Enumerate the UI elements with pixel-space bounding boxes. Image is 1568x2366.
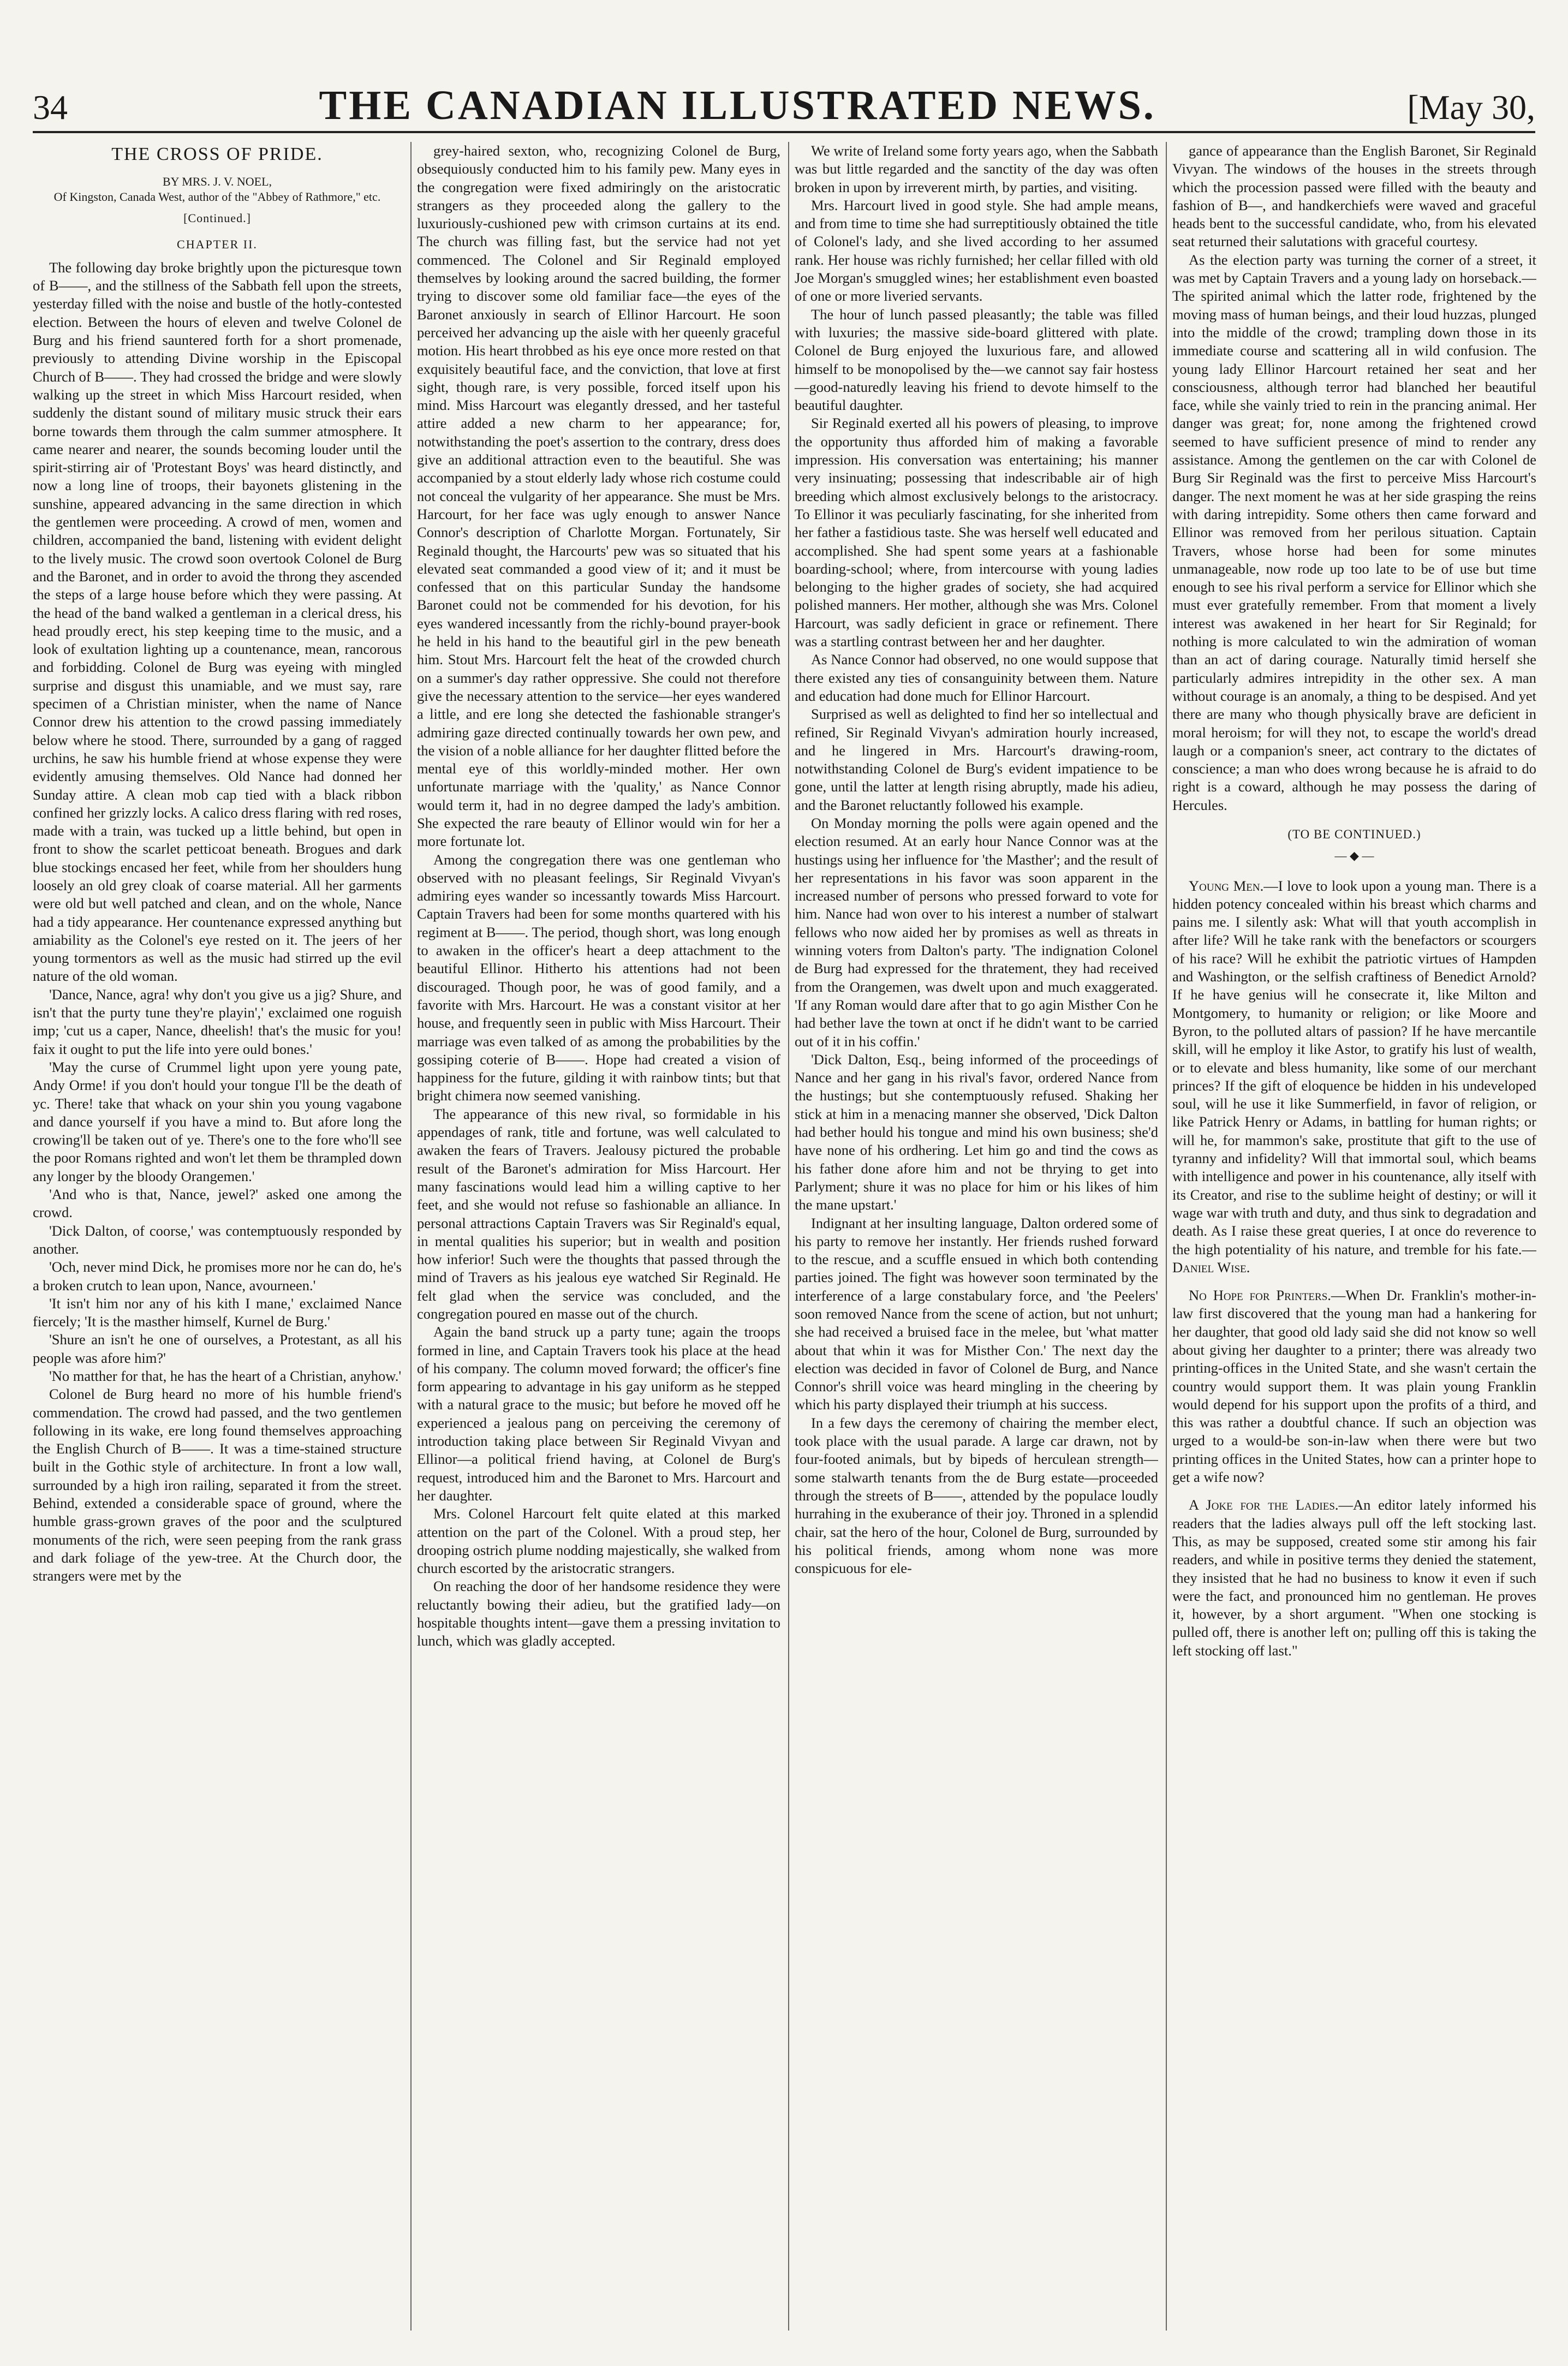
chapter-heading: CHAPTER II. xyxy=(177,237,258,251)
paragraph: The hour of lunch passed pleasantly; the table was filled with luxuries; the massive side-board glittered with plate. Colonel de Burg enjoyed the luxurious fare, and allowed himself to be monopolised by the—we cannot say fair hostess—good-naturedly leaving his friend to devote himself to the beautiful daughter. xyxy=(795,306,1158,414)
paragraph: As the election party was turning the corner of a street, it was met by Captain Travers and a young lady on horseback.—The spirited animal which the latter rode, frightened by the moving mass of human beings, and their loud huzzas, plunged into the middle of the crowd; trampling down those in its immediate course and scattering all in wild confusion. The young lady Ellinor Harcourt retained her seat and her consciousness, although terror had blanched her beautiful face, while she vainly tried to rein in the prancing animal. Her danger was great; for, none among the frightened crowd seemed to have sufficient presence of mind to render any assistance. Among the gentlemen on the car with Colonel de Burg Sir Reginald was the first to perceive Miss Harcourt's danger. The next moment he was at her side grasping the reins with daring intrepidity. Some others then came forward and Ellinor was removed from her perilous situation. Captain Travers, whose horse had been for some minutes unmanageable, now rode up too late to be of use but time enough to see his rival perform a service for Ellinor which she must ever gratefully remember. From that moment a lively interest was awakened in her heart for Sir Reginald; for nothing is more calculated to win the admiration of woman than an act of daring courage. Naturally timid herself she particularly admires intrepidity in the other sex. A man without courage is an anomaly, a thing to be despised. And yet there are many who though physically brave are deficient in moral heroism; for will they not, to escape the world's dread laugh or a companion's sneer, act contrary to the dictates of conscience; a man who does wrong because he is afraid to do right is a coward, although he may possess the daring of Hercules. xyxy=(1172,251,1536,813)
paragraph: 'It isn't him nor any of his kith I mane,' exclaimed Nance fiercely; 'It is the masther himself, Kurnel de Burg.' xyxy=(33,1295,402,1330)
column-2 xyxy=(410,142,780,2331)
article-byline-detail: Of Kingston, Canada West, author of the "Abbey of Rathmore," etc. xyxy=(53,190,381,204)
paragraph: grey-haired sexton, who, recognizing Colonel de Burg, obsequiously conducted him to his family pew. Many eyes in the congregation were fixed admiringly on the aristocratic strangers as they proceeded along the gallery to the luxuriously-cushioned pew with crimson curtains at its end. The church was filling fast, but the service had not yet commenced. The Colonel and Sir Reginald employed themselves by looking around the sacred building, the former trying to discover some old familiar face—the eyes of the Baronet anxiously in search of Ellinor Harcourt. He soon perceived her advancing up the aisle with her queenly graceful motion. His heart throbbed as his eye once more rested on that exquisitely beautiful face, and the conviction, that love at first sight, though rare, is very possible, forced itself upon his mind. Miss Harcourt was elegantly dressed, and her tasteful attire added a new charm to her appearance; for, notwithstanding the poet's assertion to the contrary, dress does give an additional attraction even to the beautiful. She was accompanied by a stout elderly lady whose rich costume could not conceal the vulgarity of her appearance. She must be Mrs. Harcourt, for her face was ugly enough to answer Nance Connor's description of Charlotte Morgan. Fortunately, Sir Reginald thought, the Harcourts' pew was so situated that his elevated seat commanded a good view of it; and it must be confessed that on this particular Sunday the handsome Baronet could not be commended for his devotion, for his eyes wandered incessantly from the richly-bound prayer-book he held in his hand to the beautiful girl in the pew beneath him. Stout Mrs. Harcourt felt the heat of the crowded church on a summer's day rather oppressive. She could not therefore give the necessary attention to the service—her eyes wandered a little, and ere long she detected the fashionable stranger's admiring gaze directed continually towards her own pew, and the vision of a noble alliance for her daughter flitted before the mental eye of this worldly-minded mother. Her own unfortunate marriage with the 'quality,' as Nance Connor would term it, had in no degree damped the lady's ambition. She expected the rare beauty of Ellinor would win for her a more fortunate lot. xyxy=(417,142,780,850)
column-4-body xyxy=(1172,142,1536,814)
paragraph: The following day broke brightly upon the picturesque town of B——, and the stillness of the Sabbath fell upon the streets, yesterday filled with the noise and bustle of the hotly-contested election. Between the hours of eleven and twelve Colonel de Burg and his friend sauntered forth for a short promenade, previously to attending Divine worship in the Episcopal Church of B——. They had crossed the bridge and were slowly walking up the street in which Miss Harcourt resided, when suddenly the distant sound of military music struck their ears borne towards them through the calm summer atmosphere. It came nearer and nearer, the sounds becoming louder until the spirit-stirring air of 'Protestant Boys' was heard distinctly, and now a long line of troops, their bayonets glistening in the sunshine, appeared advancing in the same direction in which the gentlemen were proceeding. A crowd of men, women and children, accompanied the band, listening with evident delight to the lively music. The crowd soon overtook Colonel de Burg and the Baronet, and in order to avoid the throng they ascended the steps of a large house before which they were passing. At the head of the band walked a gentleman in a clerical dress, his head proudly erect, his step keeping time to the music, and a look of exultation lighting up a countenance, mean, rancorous and forbidding. Colonel de Burg was eyeing with mingled surprise and disgust this unamiable, and we must say, rare specimen of a Christian minister, when the name of Nance Connor drew his attention to the crowd passing immediately below where he stood. There, surrounded by a gang of ragged urchins, he saw his humble friend at whose expense they were evidently amusing themselves. Old Nance had donned her Sunday attire. A clean mob cap tied with a black ribbon confined her grizzly locks. A calico dress flaring with red roses, made with a train, was tucked up a little behind, but open in front to show the scarlet petticoat beneath. Brogues and dark blue stockings encased her feet, while from her shoulders hung loosely an old grey cloak of coarse material. All her garments were old but well patched and clean, and on the whole, Nance had a tidy appearance. Her countenance expressed anything but amiability as the Colonel's eye rested on it. The jeers of her young tormentors as well as the music had stirred up the evil nature of the old woman. xyxy=(33,259,402,985)
column-1 xyxy=(33,142,402,2331)
paragraph: 'Shure an isn't he one of ourselves, a Protestant, as all his people was afore him?' xyxy=(33,1331,402,1366)
paragraph: Again the band struck up a party tune; again the troops formed in line, and Captain Travers took his place at the head of his company. The column moved forward; the officer's fine form appearing to advantage in his gay uniform as he stepped with a natural grace to the music; but before he moved off he experienced a jealous pang on perceiving the ceremony of introduction taking place between Sir Reginald Vivyan and Ellinor—a political friend having, at Colonel de Burg's request, introduced him and the Baronet to Mrs. Harcourt and her daughter. xyxy=(417,1324,780,1504)
column-1-body xyxy=(33,259,402,1586)
continued-note: [Continued.] xyxy=(183,211,251,225)
snippet-paragraph xyxy=(1172,1286,1536,1486)
paragraph: In a few days the ceremony of chairing the member elect, took place with the usual parade. A large car drawn, not by four-footed animals, but by bipeds of herculean strength—some stalwarth tenants from the de Burg estate—proceeded through the streets of B——, attended by the populace loudly hurrahing in the exuberance of their joy. Throned in a splendid chair, sat the hero of the hour, Colonel de Burg, surrounded by his political friends, among whom none was more conspicuous for ele- xyxy=(795,1414,1158,1577)
snippet-signature: Daniel Wise. xyxy=(1172,1259,1250,1276)
paragraph: On reaching the door of her handsome residence they were reluctantly bowing their adieu, but the gratified lady—on hospitable thoughts intent—gave them a pressing invitation to lunch, which was gladly accepted. xyxy=(417,1578,780,1649)
paragraph: Surprised as well as delighted to find her so intellectual and refined, Sir Reginald Vivyan's admiration hourly increased, and he lingered in Mrs. Harcourt's drawing-room, notwithstanding Colonel de Burg's evident impatience to be gone, until the latter at length rising abruptly, made his adieu, and the Baronet reluctantly followed his example. xyxy=(795,706,1158,813)
snippet-text: —When Dr. Franklin's mother-in-law first discovered that the young man had a hankering for her daughter, that good old lady said she did not know so well about giving her daughter to a printer; there was already two printing-offices in the United State, and she wasn't certain the country would support them. It was plain young Franklin would depend for his support upon the profits of a third, and this was rather a doubtful chance. If such an objection was urged to a would-be son-in-law when there were but two printing offices in the United States, how can a printer hope to get a wife now? xyxy=(1172,1287,1536,1486)
paragraph: 'Dick Dalton, of coorse,' was contemptuously responded by another. xyxy=(33,1222,402,1257)
paragraph: Indignant at her insulting language, Dalton ordered some of his party to remove her instantly. Her friends rushed forward to the rescue, and a scuffle ensued in which both contending parties joined. The fight was however soon terminated by the interference of a large constabulary force, and 'the Peelers' soon removed Nance from the scene of action, but not unhurt; she had received a bruised face in the melee, but 'what matter about that whin it was for Misther Con.' The next day the election was decided in favor of Colonel de Burg, and Nance Connor's shrill voice was heard mingling in the cheering by which his party displayed their triumph at his success. xyxy=(795,1214,1158,1413)
snippet-paragraph xyxy=(1172,877,1536,1277)
paragraph: gance of appearance than the English Baronet, Sir Reginald Vivyan. The windows of the houses in the streets through which the procession passed were filled with the beauty and fashion of B—, and handkerchiefs were waved and graceful heads bent to the successful candidate, who, from his elevated seat returned their salutations with graceful courtesy. xyxy=(1172,142,1536,250)
to-be-continued: (TO BE CONTINUED.) xyxy=(1287,827,1421,841)
snippet-lead: No Hope for Printers. xyxy=(1189,1287,1331,1304)
masthead xyxy=(33,82,1535,133)
paragraph: 'Dick Dalton, Esq., being informed of the proceedings of Nance and her gang in his rival's favor, ordered Nance from the hustings; but she contemptuously refused. Shaking her stick at him in a menacing manner she observed, 'Dick Dalton had bether hould his tongue and mind his own business; she'd have none of his ordhering. Let him go and tind the cows as his father done afore him and not be thrying to get into Parlyment; shure it was no place for him or his likes of him the mane upstart.' xyxy=(795,1051,1158,1213)
paragraph: 'May the curse of Crummel light upon yere young pate, Andy Orme! if you don't hould your tongue I'll be the death of yc. There! take that whack on your shin you young vagabone and dance yourself if you have a mind to. But afore long the crowing'll be taken out of ye. There's one to the fore who'll see the poor Romans righted and won't let them be thrampled down any longer by the bloody Orangemen.' xyxy=(33,1058,402,1184)
paragraph: As Nance Connor had observed, no one would suppose that there existed any ties of consanguinity between them. Nature and education had done much for Ellinor Harcourt. xyxy=(795,651,1158,704)
paragraph: On Monday morning the polls were again opened and the election resumed. At an early hour Nance Connor was at the hustings using her influence for 'the Masther'; and the result of her representations in his favor was soon apparent in the increased number of persons who pressed forward to vote for him. Nance had won over to his interest a number of stalwart fellows who now aided her by promises as well as threats in winning voters from Dalton's party. 'The indignation Colonel de Burg had expressed for the thratement, they had received from the Orangemen, was dwelt upon and much exaggerated. 'If any Roman would dare after that to go agin Misther Con he had bether lave the town at onct if he didn't want to be carried out of it in his coffin.' xyxy=(795,814,1158,1050)
paragraph: Mrs. Colonel Harcourt felt quite elated at this marked attention on the part of the Colonel. With a proud step, her drooping ostrich plume nodding majestically, she walked from church escorted by the aristocratic strangers. xyxy=(417,1505,780,1577)
column-2-body xyxy=(417,142,780,1650)
paragraph: Among the congregation there was one gentleman who observed with no pleasant feelings, Sir Reginald Vivyan's admiring eyes wander so incessantly towards Miss Harcourt. Captain Travers had been for some months quartered with his regiment at B——. The period, though short, was long enough to awaken in the officer's heart a deep attachment to the beautiful Ellinor. Hitherto his attentions had not been discouraged. Though poor, he was of good family, and a favorite with Mrs. Harcourt. He was a constant visitor at her house, and frequently seen in public with Miss Harcourt. Their marriage was even talked of as among the probabilities by the gossiping coterie of B——. Hope had created a vision of happiness for the future, gilding it with rainbow tints; but that bright chimera now seemed vanishing. xyxy=(417,851,780,1104)
page-number: 34 xyxy=(33,88,68,127)
paragraph: 'And who is that, Nance, jewel?' asked one among the crowd. xyxy=(33,1186,402,1221)
snippet-text: —I love to look upon a young man. There is a hidden potency concealed within his breast which charms and pains me. I silently ask: What will that youth accomplish in after life? Will he take rank with the benefactors or scourgers of his race? Will he exhibit the patriotic virtues of Hampden and Washington, or the selfish craftiness of Benedict Arnold? If he have genius will he consecrate it, like Milton and Montgomery, to humanity or religion; or like Moore and Byron, to the polluted altars of passion? If he have mercantile skill, will he employ it like Astor, to gratify his lust of wealth, or to elevate and bless humanity, like some of our merchant princes? If the gift of eloquence be hidden in his undeveloped soul, will he use it like Summerfield, in favor of religion, or like Patrick Henry or Adams, in battling for human rights; or will he, for mammon's sake, prostitute that gift to the use of tyranny and infidelity? Will that immortal soul, which beams with intelligence and power in his countenance, ally itself with its Creator, and rise to the sublime height of destiny; or will it wage war with truth and duty, and thus sink to degradation and death. As I raise these great queries, I at once do reverence to the high potentiality of his nature, and tremble for his fate.— xyxy=(1172,877,1536,1258)
column-3-body xyxy=(795,142,1158,1577)
snippet-gap xyxy=(1172,1486,1536,1496)
snippet-lead: A Joke for the Ladies. xyxy=(1189,1497,1339,1513)
snippet-lead: Young Men. xyxy=(1189,877,1264,894)
paragraph: The appearance of this new rival, so formidable in his appendages of rank, title and fortune, was well calculated to awaken the fears of Travers. Jealousy pictured the probable result of the Baronet's admiration for Miss Harcourt. Her many fascinations would lead him a willing captive to her feet, and she would not refuse so fashionable an alliance. In personal attractions Captain Travers was Sir Reginald's equal, in mental qualities his superior; but in wealth and position how inferior! Such were the thoughts that passed through the mind of Travers as his jealous eye watched Sir Reginald. He felt glad when the service was concluded, and the congregation poured en masse out of the church. xyxy=(417,1105,780,1322)
column-3 xyxy=(788,142,1158,2331)
newspaper-title: THE CANADIAN ILLUSTRATED NEWS. xyxy=(319,82,1156,128)
article-byline: BY MRS. J. V. NOEL, xyxy=(162,175,272,189)
paragraph: 'Dance, Nance, agra! why don't you give us a jig? Shure, and isn't that the purty tune they're playin',' exclaimed one roguish imp; 'cut us a caper, Nance, dheelish! that's the music for you! faix it ought to put the life into yere ould bones.' xyxy=(33,986,402,1057)
columns xyxy=(33,142,1535,2331)
snippet-gap xyxy=(1172,1277,1536,1286)
paragraph: 'Och, never mind Dick, he promises more nor he can do, he's a broken crutch to lean upon, Nance, avourneen.' xyxy=(33,1259,402,1294)
snippet-paragraph xyxy=(1172,1496,1536,1660)
section-divider: — ◆ — xyxy=(1334,849,1374,863)
snippets xyxy=(1172,877,1536,1660)
paragraph: Colonel de Burg heard no more of his humble friend's commendation. The crowd had passed, and the two gentlemen following in its wake, ere long found themselves approaching the English Church of B——. It was a time-stained structure built in the Gothic style of architecture. In front a low wall, surrounded by a high iron railing, separated it from the street. Behind, extended a considerable space of ground, where the humble grass-grown graves of the poor and the sculptured monuments of the rich, were seen peeping from the rank grass and dark foliage of the yew-tree. At the Church door, the strangers were met by the xyxy=(33,1386,402,1584)
paragraph: Sir Reginald exerted all his powers of pleasing, to improve the opportunity thus afforded him of making a favorable impression. His conversation was entertaining; his manner very insinuating; possessing that indescribable air of high breeding which almost exclusively belongs to the aristocracy. To Ellinor it was peculiarly fascinating, for she inherited from her father a fastidious taste. She was herself well educated and accomplished. She had spent some years at a fashionable boarding-school; where, from intercourse with young ladies belonging to the higher grades of society, she had acquired polished manners. Her mother, although she was Mrs. Colonel Harcourt, was sadly deficient in grace or refinement. There was a startling contrast between her and her daughter. xyxy=(795,415,1158,650)
paragraph: We write of Ireland some forty years ago, when the Sabbath was but little regarded and the sanctity of the day was often broken in upon by irreverent mirth, by parties, and visiting. xyxy=(795,142,1158,195)
paragraph: Mrs. Harcourt lived in good style. She had ample means, and from time to time she had surreptitiously obtained the title of Colonel's lady, and she lived according to her assumed rank. Her house was richly furnished; her cellar filled with old Joe Morgan's smuggled wines; her establishment even boasted of one or more liveried servants. xyxy=(795,196,1158,305)
article-title: THE CROSS OF PRIDE. xyxy=(111,144,323,164)
column-4 xyxy=(1166,142,1536,2331)
newspaper-page xyxy=(33,82,1535,2336)
issue-date: [May 30, xyxy=(1407,88,1535,127)
snippet-text: —An editor lately informed his readers that the ladies always pull off the left stocking last. This, as may be supposed, created some stir among his fair readers, and while in positive terms they denied the statement, they insisted that he had no business to know it even if such were the fact, and pronounced him no gentleman. He proves it, however, by a short argument. "When one stocking is pulled off, there is another left on; pulling off this is taking the left stocking off last." xyxy=(1172,1497,1536,1659)
paragraph: 'No matther for that, he has the heart of a Christian, anyhow.' xyxy=(49,1368,402,1384)
